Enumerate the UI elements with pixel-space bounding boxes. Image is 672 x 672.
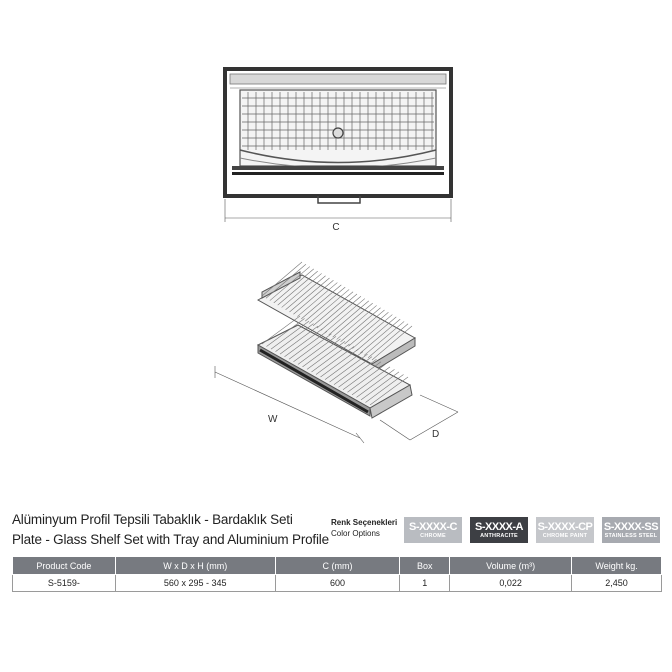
color-code: S-XXXX-A — [475, 520, 523, 533]
header-c: C (mm) — [275, 557, 400, 575]
dimension-c-label: C — [332, 222, 340, 233]
cell-dimensions: 560 x 295 - 345 — [115, 575, 275, 592]
spec-table — [12, 556, 662, 592]
header-weight: Weight kg. — [572, 557, 662, 575]
table-row — [13, 575, 662, 592]
color-name: CHROME PAINT — [542, 532, 588, 539]
color-option-chrome-paint — [536, 517, 594, 543]
color-option-chrome — [404, 517, 462, 543]
product-title-tr: Alüminyum Profil Tepsili Tabaklık - Bardaklık Seti — [12, 512, 293, 527]
color-options-label-en: Color Options — [331, 529, 380, 538]
table-header-row — [13, 557, 662, 575]
cell-box: 1 — [400, 575, 450, 592]
cell-volume: 0,022 — [450, 575, 572, 592]
cell-weight: 2,450 — [572, 575, 662, 592]
dimension-w-label: W — [268, 414, 278, 425]
color-code: S-XXXX-CP — [537, 520, 593, 533]
color-option-anthracite — [470, 517, 528, 543]
cell-product-code: S-5159- — [13, 575, 116, 592]
header-box: Box — [400, 557, 450, 575]
color-name: CHROME — [420, 532, 446, 539]
header-volume: Volume (m³) — [450, 557, 572, 575]
dimension-d-label: D — [432, 429, 440, 440]
cell-c: 600 — [275, 575, 400, 592]
color-code: S-XXXX-C — [409, 520, 457, 533]
color-name: STAINLESS STEEL — [604, 532, 658, 539]
color-option-stainless-steel — [602, 517, 660, 543]
header-product-code: Product Code — [13, 557, 116, 575]
color-code: S-XXXX-SS — [603, 520, 659, 533]
product-title-en: Plate - Glass Shelf Set with Tray and Aluminium Profile — [12, 532, 329, 547]
color-name: ANTHRACITE — [480, 532, 518, 539]
color-options-label-tr: Renk Seçenekleri — [331, 518, 398, 527]
header-dimensions: W x D x H (mm) — [115, 557, 275, 575]
